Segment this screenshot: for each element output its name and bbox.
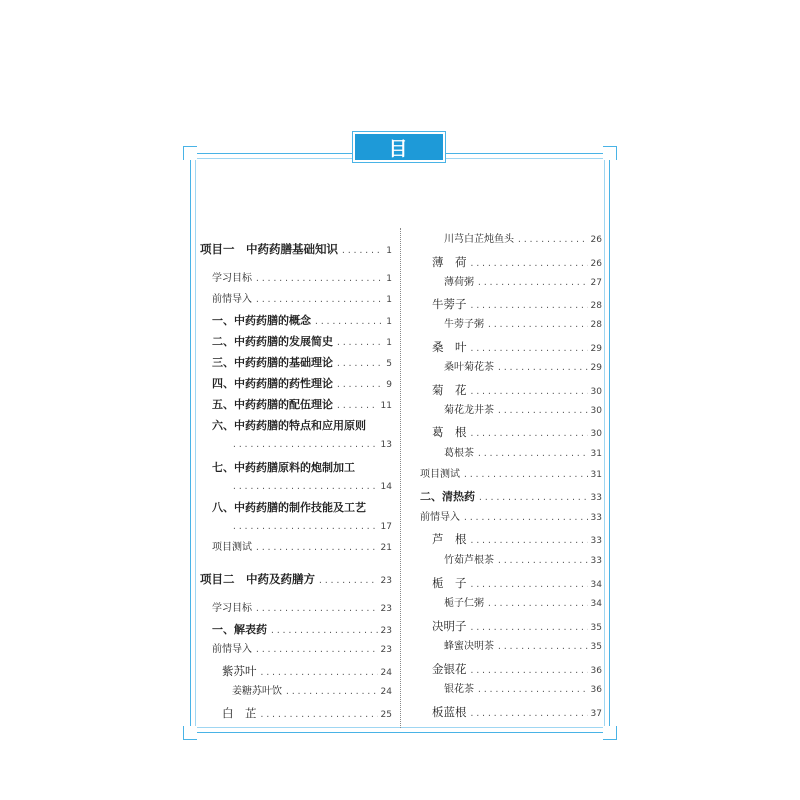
toc-entry[interactable] xyxy=(212,377,392,392)
dot-leader xyxy=(255,643,378,657)
page-number: 1 xyxy=(386,246,392,256)
toc-entry-label: 薄荷粥 xyxy=(444,277,474,288)
dot-leader xyxy=(463,511,588,525)
toc-entry[interactable] xyxy=(444,447,602,461)
toc-entry-label: 葛 根 xyxy=(432,425,467,439)
toc-entry-label: 项目一 中药药膳基础知识 xyxy=(200,242,338,256)
dot-leader xyxy=(470,621,588,635)
page-number: 23 xyxy=(380,645,392,655)
toc-entry[interactable] xyxy=(212,541,392,555)
toc-entry-label: 二、中药药膳的发展简史 xyxy=(212,335,333,348)
toc-entry-label: 八、中药药膳的制作技能及工艺 xyxy=(212,501,366,514)
toc-entry-label: 前情导入 xyxy=(212,644,252,655)
page-number: 23 xyxy=(380,626,392,636)
page-number: 30 xyxy=(590,406,602,416)
corner-ornament xyxy=(603,146,617,160)
dot-leader xyxy=(314,315,383,329)
page-number: 36 xyxy=(590,666,602,676)
page-number: 14 xyxy=(380,482,392,492)
dot-leader xyxy=(285,685,378,699)
toc-entry[interactable] xyxy=(432,532,602,548)
page-number: 13 xyxy=(380,440,392,450)
page-number: 1 xyxy=(386,295,392,305)
toc-entry-label: 前情导入 xyxy=(420,512,460,523)
toc-entry-leader xyxy=(232,482,392,492)
dot-leader xyxy=(497,404,588,418)
toc-entry[interactable] xyxy=(200,242,392,258)
dot-leader xyxy=(255,272,383,286)
toc-entry-label: 紫苏叶 xyxy=(222,664,257,678)
page-number: 28 xyxy=(590,320,602,330)
page-number: 25 xyxy=(380,710,392,720)
dot-leader xyxy=(497,554,588,568)
toc-entry[interactable] xyxy=(444,233,602,247)
dot-leader xyxy=(232,482,378,491)
toc-entry[interactable] xyxy=(444,318,602,332)
dot-leader xyxy=(255,541,378,555)
dot-leader xyxy=(497,640,588,654)
page-number: 24 xyxy=(380,668,392,678)
toc-entry-label: 二、清热药 xyxy=(420,490,475,503)
page-number: 23 xyxy=(380,576,392,586)
toc-entry[interactable] xyxy=(212,623,392,638)
dot-leader xyxy=(497,361,588,375)
toc-entry[interactable] xyxy=(444,404,602,418)
dot-leader xyxy=(255,293,383,307)
dot-leader xyxy=(478,491,588,505)
dot-leader xyxy=(487,597,588,611)
toc-entry[interactable] xyxy=(432,255,602,271)
toc-entry[interactable] xyxy=(444,640,602,654)
toc-entry-label: 银花茶 xyxy=(444,684,474,695)
toc-entry[interactable] xyxy=(432,425,602,441)
column-divider xyxy=(400,228,401,728)
dot-leader xyxy=(470,257,588,271)
toc-entry[interactable] xyxy=(420,490,602,505)
dot-leader xyxy=(336,378,383,392)
toc-entry-label: 项目测试 xyxy=(420,469,460,480)
toc-entry-label: 牛蒡子粥 xyxy=(444,319,484,330)
toc-entry-label: 决明子 xyxy=(432,619,467,633)
toc-entry-label: 栀子仁粥 xyxy=(444,598,484,609)
dot-leader xyxy=(470,342,588,356)
page-number: 34 xyxy=(590,599,602,609)
dot-leader xyxy=(470,299,588,313)
page-number: 28 xyxy=(590,301,602,311)
page-number: 31 xyxy=(590,449,602,459)
page-number: 36 xyxy=(590,685,602,695)
toc-entry[interactable] xyxy=(432,383,602,399)
dot-leader xyxy=(270,624,378,638)
toc-entry[interactable] xyxy=(432,297,602,313)
page-number: 9 xyxy=(386,380,392,390)
toc-entry[interactable] xyxy=(232,685,392,699)
dot-leader xyxy=(470,707,588,721)
dot-leader xyxy=(255,602,378,616)
toc-title: 目 录 xyxy=(353,132,445,162)
toc-entry-leader xyxy=(232,440,392,450)
page-number: 11 xyxy=(380,401,392,411)
corner-ornament xyxy=(603,726,617,740)
toc-entry-label: 姜糖苏叶饮 xyxy=(232,686,282,697)
dot-leader xyxy=(336,336,383,350)
toc-entry[interactable] xyxy=(420,511,602,525)
dot-leader xyxy=(318,574,378,588)
toc-entry-label: 蜂蜜决明茶 xyxy=(444,641,494,652)
dot-leader xyxy=(336,357,383,371)
dot-leader xyxy=(470,534,588,548)
toc-entry-label: 六、中药药膳的特点和应用原则 xyxy=(212,419,366,432)
page-number: 26 xyxy=(590,235,602,245)
dot-leader xyxy=(470,385,588,399)
dot-leader xyxy=(260,708,378,722)
page-number: 35 xyxy=(590,623,602,633)
dot-leader xyxy=(470,664,588,678)
toc-entry-label: 一、解表药 xyxy=(212,623,267,636)
page-number: 33 xyxy=(590,513,602,523)
page-number: 34 xyxy=(590,580,602,590)
toc-entry[interactable] xyxy=(212,398,392,413)
page-number: 1 xyxy=(386,274,392,284)
toc-entry-label: 一、中药药膳的概念 xyxy=(212,314,311,327)
toc-entry-label: 白 芷 xyxy=(222,706,257,720)
toc-entry[interactable] xyxy=(420,468,602,482)
page-number: 21 xyxy=(380,543,392,553)
page-number: 30 xyxy=(590,387,602,397)
dot-leader xyxy=(232,440,378,449)
toc-entry-label: 菊花龙井茶 xyxy=(444,405,494,416)
toc-entry[interactable] xyxy=(432,662,602,678)
toc-entry-label: 竹茹芦根茶 xyxy=(444,555,494,566)
toc-entry[interactable] xyxy=(432,576,602,592)
page-number: 1 xyxy=(386,338,392,348)
toc-entry[interactable] xyxy=(212,272,392,286)
toc-entry-label: 薄 荷 xyxy=(432,255,467,269)
toc-entry[interactable] xyxy=(212,293,392,307)
page-number: 24 xyxy=(380,687,392,697)
page-number: 29 xyxy=(590,363,602,373)
dot-leader xyxy=(260,666,378,680)
page-number: 33 xyxy=(590,493,602,503)
toc-entry[interactable] xyxy=(212,602,392,616)
toc-entry[interactable] xyxy=(212,643,392,657)
dot-leader xyxy=(232,522,378,531)
page-number: 33 xyxy=(590,556,602,566)
dot-leader xyxy=(487,318,588,332)
page-number: 17 xyxy=(380,522,392,532)
toc-entry-label: 桑叶菊花茶 xyxy=(444,362,494,373)
toc-entry[interactable] xyxy=(444,554,602,568)
page-number: 23 xyxy=(380,604,392,614)
toc-entry-label: 川芎白芷炖鱼头 xyxy=(444,234,514,245)
page-number: 27 xyxy=(590,278,602,288)
toc-entry-leader xyxy=(232,522,392,532)
page-number: 37 xyxy=(590,709,602,719)
toc-entry[interactable] xyxy=(212,335,392,350)
toc-entry-label: 项目测试 xyxy=(212,542,252,553)
toc-entry-label: 七、中药药膳原料的炮制加工 xyxy=(212,461,355,474)
toc-entry[interactable] xyxy=(444,276,602,290)
toc-entry-label: 菊 花 xyxy=(432,383,467,397)
toc-entry[interactable] xyxy=(212,356,392,371)
dot-leader xyxy=(463,468,588,482)
toc-entry[interactable] xyxy=(432,619,602,635)
toc-entry-label: 栀 子 xyxy=(432,576,467,590)
dot-leader xyxy=(517,233,588,247)
dot-leader xyxy=(470,578,588,592)
dot-leader xyxy=(477,683,588,697)
page-number: 30 xyxy=(590,429,602,439)
toc-entry-label: 板蓝根 xyxy=(432,705,467,719)
toc-entry-label: 桑 叶 xyxy=(432,340,467,354)
page-number: 29 xyxy=(590,344,602,354)
toc-entry-label: 学习目标 xyxy=(212,603,252,614)
corner-ornament xyxy=(183,146,197,160)
toc-entry[interactable] xyxy=(200,572,392,588)
corner-ornament xyxy=(183,726,197,740)
page-number: 26 xyxy=(590,259,602,269)
toc-entry[interactable] xyxy=(444,683,602,697)
page-number: 31 xyxy=(590,470,602,480)
toc-entry-label: 三、中药药膳的基础理论 xyxy=(212,356,333,369)
dot-leader xyxy=(341,244,383,258)
toc-entry-label: 金银花 xyxy=(432,662,467,676)
toc-entry[interactable] xyxy=(444,361,602,375)
toc-entry[interactable] xyxy=(444,597,602,611)
page-number: 33 xyxy=(590,536,602,546)
toc-entry-label: 五、中药药膳的配伍理论 xyxy=(212,398,333,411)
page-number: 1 xyxy=(386,317,392,327)
toc-entry-label: 葛根茶 xyxy=(444,448,474,459)
toc-entry[interactable] xyxy=(432,340,602,356)
toc-entry-label: 四、中药药膳的药性理论 xyxy=(212,377,333,390)
dot-leader xyxy=(470,427,588,441)
toc-entry[interactable] xyxy=(222,664,392,680)
toc-entry-label: 学习目标 xyxy=(212,273,252,284)
toc-entry[interactable] xyxy=(432,705,602,721)
dot-leader xyxy=(477,276,588,290)
toc-entry[interactable] xyxy=(222,706,392,722)
page-number: 5 xyxy=(386,359,392,369)
dot-leader xyxy=(477,447,588,461)
dot-leader xyxy=(336,399,378,413)
toc-entry-label: 前情导入 xyxy=(212,294,252,305)
page-number: 35 xyxy=(590,642,602,652)
toc-entry-label: 芦 根 xyxy=(432,532,467,546)
toc-entry-label: 牛蒡子 xyxy=(432,297,467,311)
toc-entry[interactable] xyxy=(212,314,392,329)
toc-entry-label: 项目二 中药及药膳方 xyxy=(200,572,315,586)
